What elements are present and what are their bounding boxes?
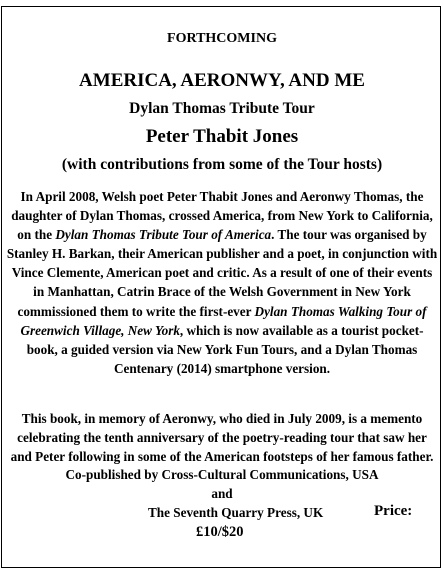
memorial-paragraph: This book, in memory of Aeronwy, who died in July 2009, is a memento celebrating the tenth anniversary of the poetry-reading tour that saw her and Peter following in some of the American footsteps of her famous father. bbox=[10, 411, 434, 465]
publisher-line-1: Co-published by Cross-Cultural Communications, USA bbox=[65, 467, 379, 482]
description-text-2: . The tour was organised by Stanley H. Barkan, their American publisher and a poet, in conjunction with Vince Clemente, American poet and critic. As a result of one of their events in Manhattan, Catrin Brace of the Welsh Government in New York commissioned them to write the first-ever bbox=[6, 227, 438, 319]
flyer-border bbox=[1, 6, 441, 568]
publisher-line-2: The Seventh Quarry Press, UK bbox=[148, 505, 324, 520]
price-label: Price: bbox=[374, 503, 413, 519]
publisher-and: and bbox=[211, 486, 233, 501]
description-text-1: In April 2008, Welsh poet Peter Thabit Jones and Aeronwy Thomas, the daughter of Dylan Thomas, crossed America, from New York to California, on the bbox=[11, 189, 433, 243]
author-name: Peter Thabit Jones bbox=[145, 126, 299, 147]
price-value: £10/$20 bbox=[196, 524, 244, 540]
book-title: AMERICA, AERONWY, AND ME bbox=[79, 70, 365, 91]
kicker-label: FORTHCOMING bbox=[167, 31, 277, 46]
description-paragraph bbox=[6, 187, 438, 378]
contributions-note: (with contributions from some of the Tour hosts) bbox=[61, 156, 383, 173]
book-subtitle: Dylan Thomas Tribute Tour bbox=[129, 100, 315, 117]
tour-name: Dylan Thomas Tribute Tour of America bbox=[55, 227, 272, 243]
walking-tour-name: Dylan Thomas Walking Tour of Greenwich Village, New York bbox=[20, 303, 427, 338]
description-text-3: , which is now available as a tourist pocket-book, a guided version via New York Fun Tours, and a Dylan Thomas Centenary (2014) smartphone version. bbox=[26, 322, 424, 376]
